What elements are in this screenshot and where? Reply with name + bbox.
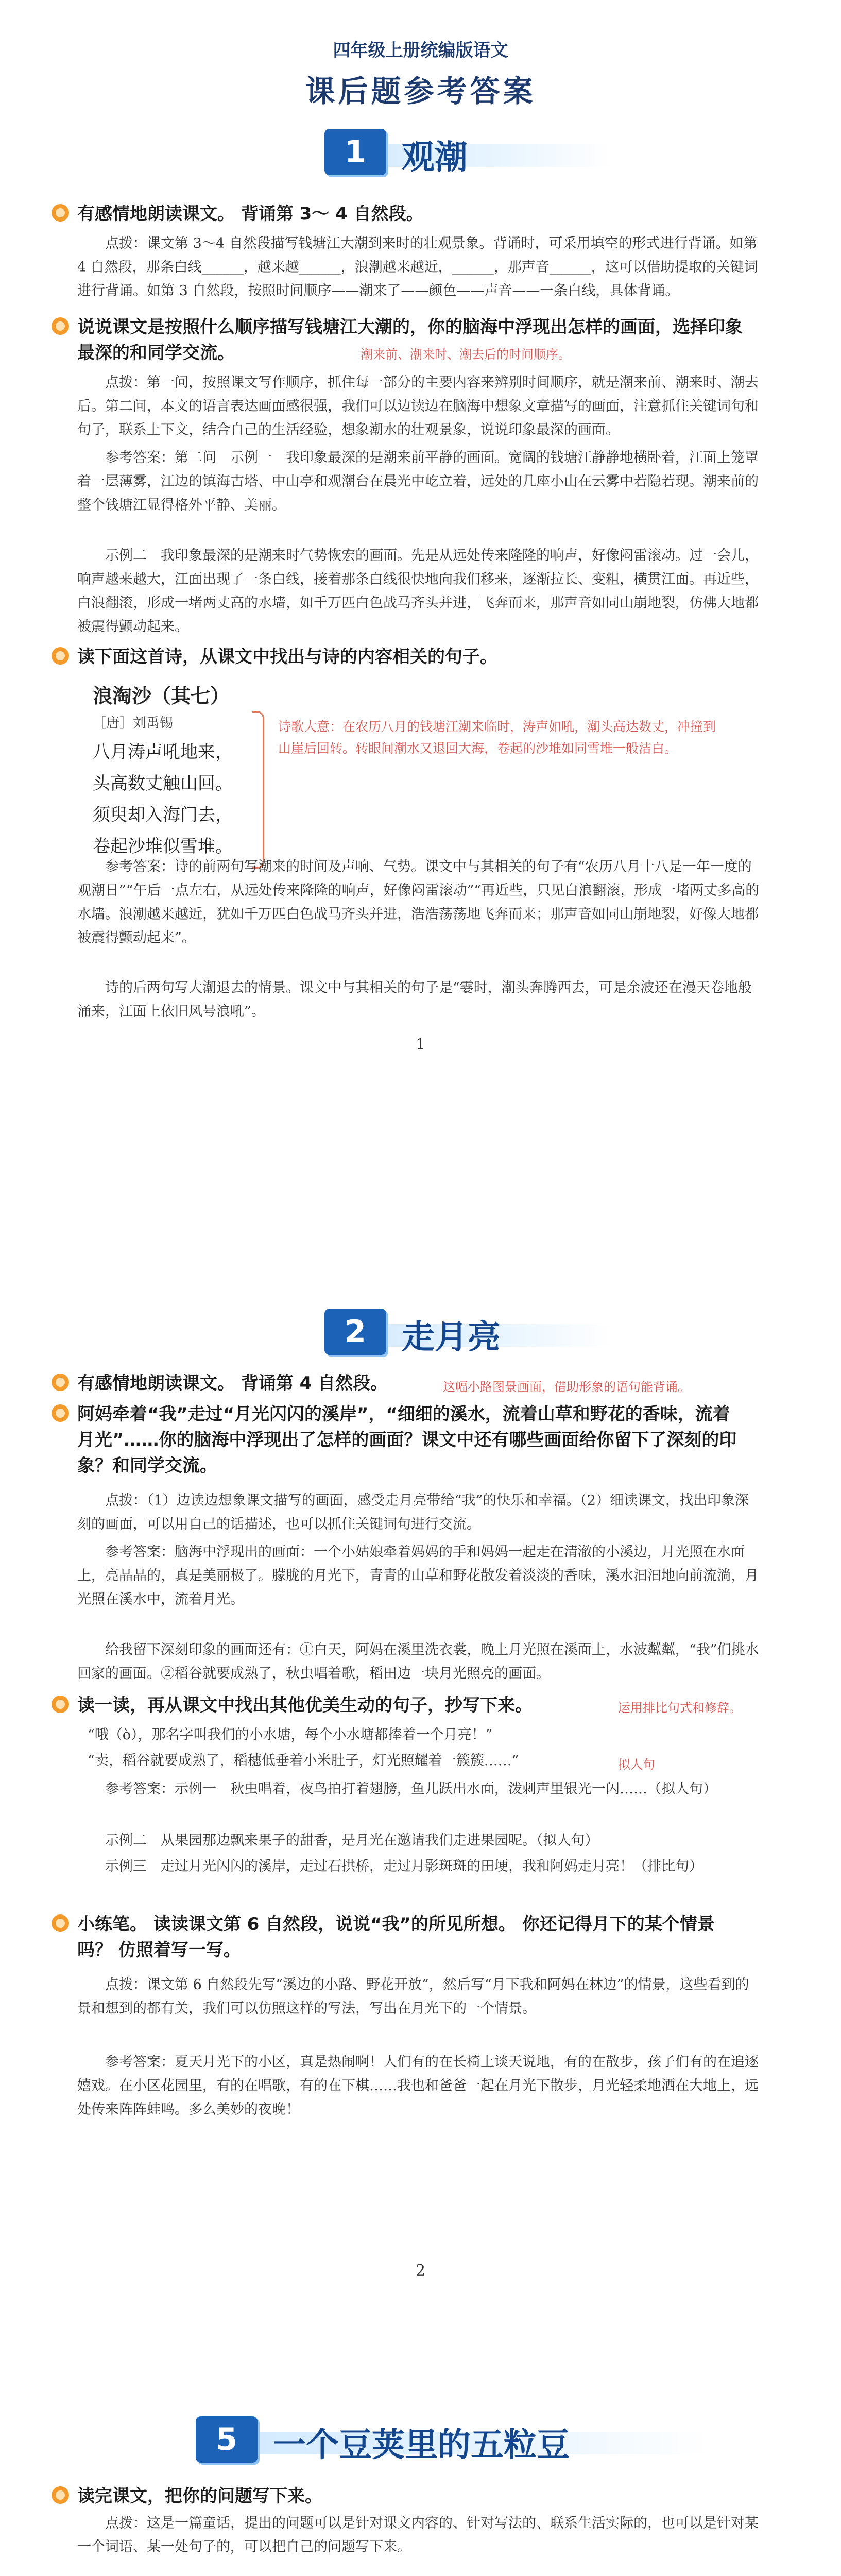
question-2-2 (77, 1401, 747, 1479)
lesson-title: 走月亮 (402, 1318, 501, 1357)
question-text: 读完课文，把你的问题写下来。 (77, 2486, 322, 2506)
poem-line: 八月涛声吼地来， (93, 742, 233, 762)
answer-body: 点拨：课文第 3～4 自然段描写钱塘江大潮到来时的壮观景象。背诵时，可采用填空的形式进行背诵。如第 4 自然段，那条白线______，越来越______，浪潮越来越近，______，那声音______，这可以借助提取的关键词进行背诵。如第 3 自然段，按照时间顺序——潮来了——颜色——声音——一条白线，具体背诵。 (77, 235, 758, 299)
poem (93, 680, 233, 857)
question-2-4 (77, 1911, 747, 1963)
question-bullet-icon (52, 647, 69, 665)
question-bullet-icon (52, 1404, 69, 1422)
question-text: 有感情地朗读课文。 背诵第 3～ 4 自然段。 (77, 204, 424, 224)
question-text: 读下面这首诗，从课文中找出与诗的内容相关的句子。 (77, 647, 497, 667)
lesson-banner-2 (324, 1309, 613, 1360)
lesson-title: 一个豆荚里的五粒豆 (273, 2426, 570, 2464)
poem-note: 诗歌大意：在农历八月的钱塘江潮来临时，涛声如吼，潮头高达数丈，冲撞到山崖后回转。转眼间潮水又退回大海，卷起的沙堆如同雪堆一般洁白。 (278, 719, 716, 756)
page-number: 2 (415, 2262, 426, 2280)
answer-body: 参考答案：夏天月光下的小区，真是热闹啊！人们有的在长椅上谈天说地，有的在散步，孩子们有的在追逐嬉戏。在小区花园里，有的在唱歌，有的在下棋……我也和爸爸一起在月光下散步，月光轻柔地洒在大地上，远处传来阵阵蛙鸣。多么美妙的夜晚！ (77, 2054, 759, 2117)
poem-title: 浪淘沙（其七） (93, 684, 230, 707)
lesson-banner-1 (324, 129, 613, 180)
poem-line: 须臾却入海门去， (93, 805, 233, 825)
answer-body: 点拨：这是一篇童话，提出的问题可以是针对课文内容的、针对写法的、联系生活实际的，也可以是针对某一个词语、某一处句子的，可以把自己的问题写下来。 (77, 2515, 759, 2555)
answer-body: 诗的后两句写大潮退去的情景。课文中与其相关的句子是“霎时，潮头奔腾西去，可是余波还在漫天卷地般涌来，江面上依旧风号浪吼”。 (77, 980, 752, 1020)
book-title: 四年级上册统编版语文 (333, 40, 508, 61)
answer-body: 参考答案：诗的前两句写潮来的时间及声响、气势。课文中与其相关的句子有“农历八月十八是一年一度的观潮日”“午后一点左右，从远处传来隆隆的响声，好像闷雷滚动”“再近些，只见白浪翻滚，形成一堵两丈多高的水墙。浪潮越来越近，犹如千万匹白色战马齐头并进，浩浩荡荡地飞奔而来；那声音如同山崩地裂，好像大地都被震得颤动起来”。 (77, 859, 760, 946)
question-5-1 (77, 2483, 747, 2509)
question-bullet-icon (52, 1374, 69, 1391)
quote-line: “哦（ò），那名字叫我们的小水塘，每个小水塘都捧着一个月亮！” (88, 1727, 493, 1743)
poem-bracket (252, 711, 264, 869)
lesson-banner-5 (196, 2416, 711, 2468)
handwritten-note: 运用排比句式和修辞。 (618, 1701, 742, 1715)
answer-body: 参考答案：脑海中浮现出的画面：一个小姑娘牵着妈妈的手和妈妈一起走在清澈的小溪边，月光照在水面上，亮晶晶的，真是美丽极了。朦胧的月光下，青青的山草和野花散发着淡淡的香味，溪水汩汩地向前流淌，月光照在溪水中，流着月光。 (77, 1544, 759, 1607)
question-bullet-icon (52, 1914, 69, 1932)
handwritten-note: 这幅小路图景画面，借助形象的语句能背诵。 (443, 1380, 690, 1394)
question-bullet-icon (52, 2486, 69, 2504)
question-text: 有感情地朗读课文。 背诵第 4 自然段。 (77, 1373, 388, 1394)
answer-body: 点拨：课文第 6 自然段先写“溪边的小路、野花开放”，然后写“月下我和阿妈在林边”的情景，这些看到的景和想到的都有关，我们可以仿照这样的写法，写出在月光下的一个情景。 (77, 1977, 749, 2016)
answer-body: 点拨：第一问，按照课文写作顺序，抓住每一部分的主要内容来辨别时间顺序，就是潮来前、潮来时、潮去后。第二问，本文的语言表达画面感很强，我们可以边读边在脑海中想象文章描写的画面，注意抓住关键词句和句子，联系上下文，结合自己的生活经验，想象潮水的壮观景象，说说印象最深的画面。 (77, 375, 759, 438)
question-1-1 (77, 201, 747, 227)
handwritten-note: 潮来前、潮来时、潮去后的时间顺序。 (361, 347, 571, 362)
poem-author: ［唐］刘禹锡 (93, 716, 174, 731)
page-3 (0, 2360, 841, 2576)
page-2 (0, 1180, 841, 2360)
poem-line: 头高数丈触山回。 (93, 773, 233, 794)
quote-line: “卖，稻谷就要成熟了，稻穗低垂着小米肚子，灯光照耀着一簇簇……” (88, 1753, 519, 1769)
question-text: 说说课文是按照什么顺序描写钱塘江大潮的，你的脑海中浮现出怎样的画面，选择印象最深的和同学交流。 (77, 317, 743, 363)
question-text: 读一读，再从课文中找出其他优美生动的句子，抄写下来。 (77, 1695, 533, 1716)
question-text: 小练笔。 读读课文第 6 自然段，说说“我”的所见所想。 你还记得月下的某个情景吗？ 仿照着写一写。 (77, 1914, 715, 1960)
answer-body: 参考答案：第二问 示例一 我印象最深的是潮来前平静的画面。宽阔的钱塘江静静地横卧着，江面上笼罩着一层薄雾，江边的镇海古塔、中山亭和观潮台在晨光中屹立着，远处的几座小山在云雾中若隐若现。潮来前的整个钱塘江显得格外平静、美丽。 (77, 450, 759, 513)
answer-body: 参考答案：示例一 秋虫唱着，夜鸟拍打着翅膀，鱼儿跃出水面，泼刺声里银光一闪……（拟人句） (105, 1781, 717, 1797)
answer-body: 示例三 走过月光闪闪的溪岸，走过石拱桥，走过月影斑斑的田埂，我和阿妈走月亮！（排比句） (105, 1858, 703, 1874)
answer-body: 示例二 我印象最深的是潮来时气势恢宏的画面。先是从远处传来隆隆的响声，好像闷雷滚动。过一会儿，响声越来越大，江面出现了一条白线，接着那条白线很快地向我们移来，逐渐拉长、变粗，横贯江面。再近些，白浪翻滚，形成一堵两丈高的水墙，如千万匹白色战马齐头并进，飞奔而来，那声音如同山崩地裂，仿佛大地都被震得颤动起来。 (77, 548, 759, 635)
poem-line: 卷起沙堆似雪堆。 (93, 836, 233, 857)
book-subtitle: 课后题参考答案 (305, 74, 536, 109)
lesson-number: 2 (324, 1309, 386, 1355)
lesson-number: 5 (196, 2416, 258, 2463)
lesson-number: 1 (324, 129, 386, 175)
answer-body: 示例二 从果园那边飘来果子的甜香，是月光在邀请我们走进果园呢。（拟人句） (105, 1833, 599, 1849)
question-bullet-icon (52, 1696, 69, 1713)
question-bullet-icon (52, 204, 69, 222)
lesson-title: 观潮 (402, 139, 468, 177)
question-bullet-icon (52, 317, 69, 335)
answer-body: 给我留下深刻印象的画面还有：①白天，阿妈在溪里洗衣裳，晚上月光照在溪面上，水波粼粼，“我”们挑水回家的画面。②稻谷就要成熟了，秋虫唱着歌，稻田边一块月光照亮的画面。 (77, 1642, 759, 1682)
answer-body: 点拨：（1）边读边想象课文描写的画面，感受走月亮带给“我”的快乐和幸福。（2）细读课文，找出印象深刻的画面，可以用自己的话描述，也可以抓住关键词句进行交流。 (77, 1493, 749, 1532)
question-text: 阿妈牵着“我”走过“月光闪闪的溪岸”，“细细的溪水，流着山草和野花的香味，流着月光”……你的脑海中浮现出了怎样的画面？课文中还有哪些画面给你留下了深刻的印象？和同学交流。 (77, 1404, 737, 1476)
page-1 (0, 0, 841, 1180)
page-number: 1 (415, 1036, 426, 1054)
handwritten-note: 拟人句 (618, 1757, 655, 1772)
question-1-3 (77, 644, 747, 670)
